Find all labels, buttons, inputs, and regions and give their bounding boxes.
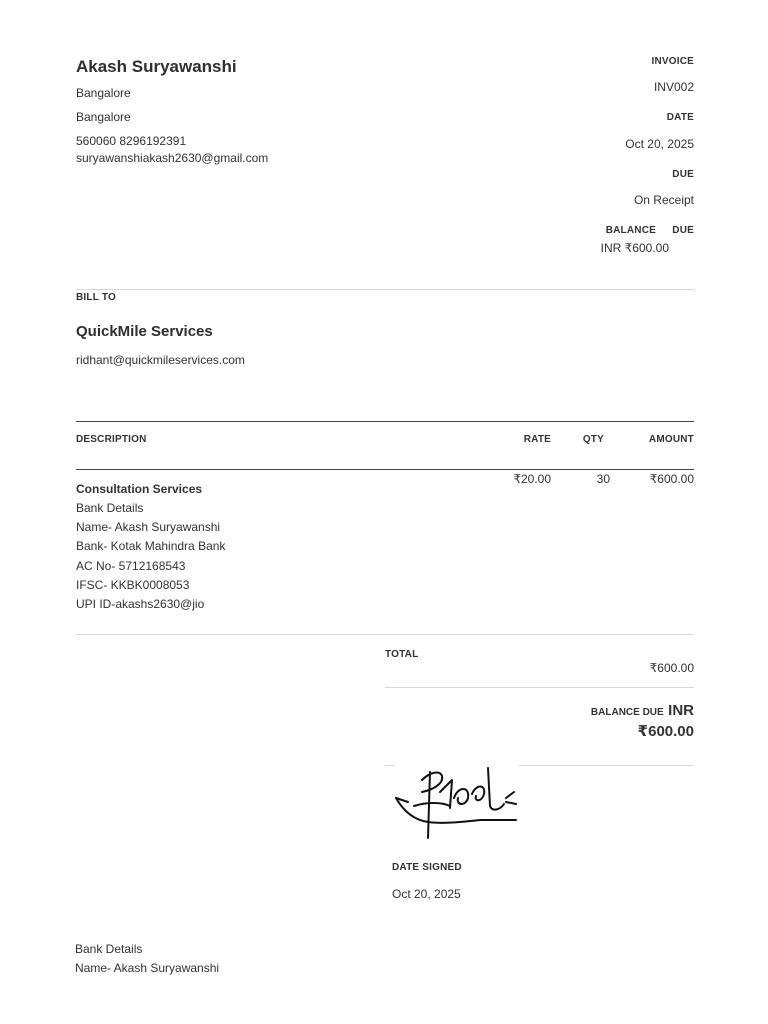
balance-due-row [591,702,694,720]
sender-email: suryawanshiakash2630@gmail.com [76,151,269,165]
column-header-qty: QTY [582,434,604,445]
bill-to-label: BILL TO [76,292,116,303]
item-detail-line: IFSC- KKBK0008053 [76,578,190,592]
due-label: DUE [672,169,694,180]
column-header-rate: RATE [523,434,551,445]
table-header-border [76,469,694,470]
item-detail-line: UPI ID-akashs2630@jio [76,597,205,611]
balance-value: INR ₹600.00 [600,241,669,255]
balance-due-amount: ₹600.00 [637,723,694,740]
signature-image [392,762,522,842]
footer-line: Bank Details [75,942,143,956]
item-qty: 30 [596,472,610,486]
invoice-label: INVOICE [651,56,694,67]
footer-line: Name- Akash Suryawanshi [75,961,220,975]
item-detail-line: Name- Akash Suryawanshi [76,520,221,534]
sender-address-line: Bangalore [76,110,131,124]
sender-name: Akash Suryawanshi [76,57,237,76]
column-header-amount: AMOUNT [648,434,694,445]
balance-due-label: BALANCE DUE [590,707,664,718]
date-signed-label: DATE SIGNED [392,862,462,873]
table-top-border [76,421,694,422]
invoice-date: Oct 20, 2025 [625,137,694,151]
divider [385,687,694,688]
date-label: DATE [666,112,694,123]
total-value: ₹600.00 [649,661,694,675]
date-signed-value: Oct 20, 2025 [392,887,461,901]
sender-address-line: Bangalore [76,86,131,100]
balance-due-label: DUE [672,225,694,236]
balance-label: BALANCE [605,225,656,236]
invoice-number: INV002 [653,80,694,94]
client-name: QuickMile Services [76,323,213,340]
item-rate: ₹20.00 [513,472,551,486]
item-detail-line: Bank Details [76,501,144,515]
item-title: Consultation Services [76,482,203,496]
due-value: On Receipt [633,193,694,207]
balance-due-currency: INR [668,702,694,719]
total-label: TOTAL [385,649,419,660]
item-detail-line: Bank- Kotak Mahindra Bank [76,539,226,553]
item-amount: ₹600.00 [649,472,694,486]
table-bottom-border [76,634,694,635]
signature-line [519,765,694,766]
column-header-description: DESCRIPTION [76,434,147,445]
item-detail-line: AC No- 5712168543 [76,559,186,573]
client-email: ridhant@quickmileservices.com [76,353,245,367]
sender-postal-phone: 560060 8296192391 [76,134,187,148]
divider [76,289,694,290]
